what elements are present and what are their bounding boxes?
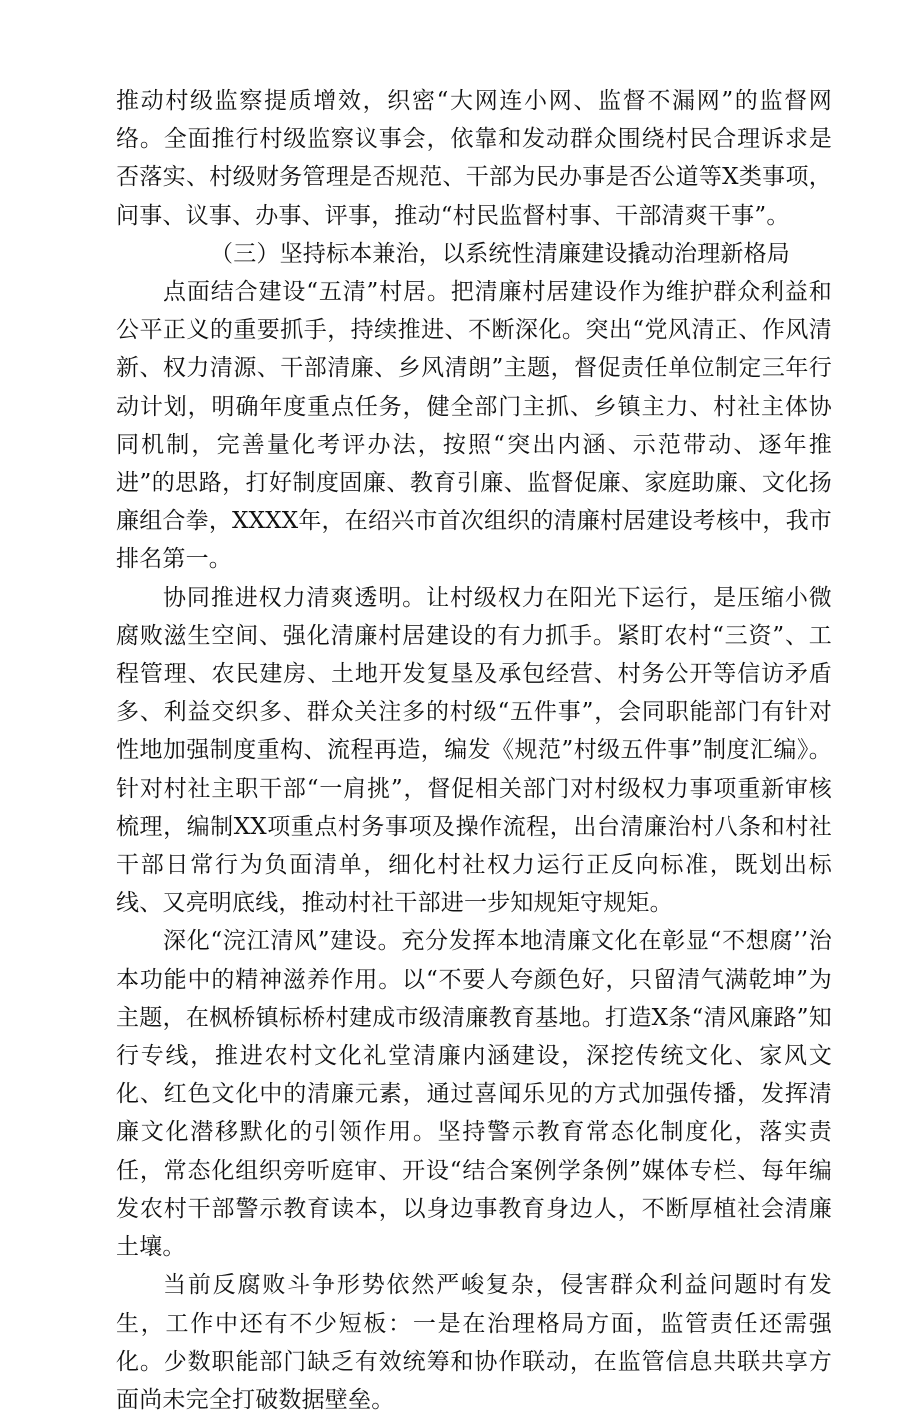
paragraph-power-transparency: 协同推进权力清爽透明。让村级权力在阳光下运行，是压缩小微腐败滋生空间、强化清廉村居建设的有力抓手。紧盯农村“三资”、工程管理、农民建房、土地开发复垦及承包经营、村务公开等信访矛盾多、利益交织多、群众关注多的村级“五件事”，会同职能部门有针对性地加强制度重构、流程再造，编发《规范”村级五件事”制度汇编》。针对村社主职干部“一肩挑”，督促相关部门对村级权力事项重新审核梳理，编制XX项重点村务事项及操作流程，出台清廉治村八条和村社干部日常行为负面清单，细化村社权力运行正反向标准，既划出标线、又亮明底线，推动村社干部进一步知规矩守规矩。 <box>116 584 832 917</box>
paragraph-current-challenges: 当前反腐败斗争形势依然严峻复杂，侵害群众利益问题时有发生，工作中还有不少短板：一是在治理格局方面，监管责任还需强化。少数职能部门缺乏有效统筹和协作联动，在监管信息共联共享方面尚未完全打破数据壁垒。 <box>116 1272 832 1413</box>
paragraph-huanjiang-clean-wind: 深化“浣江清风”建设。充分发挥本地清廉文化在彰显“不想腐’’治本功能中的精神滋养作用。以“不要人夸颜色好，只留清气满乾坤”为主题，在枫桥镇标桥村建成市级清廉教育基地。打造X条“清风廉路”知行专线，推进农村文化礼堂清廉内涵建设，深挖传统文化、家风文化、红色文化中的清廉元素，通过喜闻乐见的方式加强传播，发挥清廉文化潜移默化的引领作用。坚持警示教育常态化制度化，落实责任，常态化组织旁听庭审、开设“结合案例学条例”媒体专栏、每年编发农村干部警示教育读本，以身边事教育身边人，不断厚植社会清廉土壤。 <box>116 928 832 1261</box>
section-heading-three: （三）坚持标本兼治，以系统性清廉建设撬动治理新格局 <box>210 240 790 267</box>
document-page <box>116 82 832 1419</box>
paragraph-five-clean-villages: 点面结合建设“五清”村居。把清廉村居建设作为维护群众利益和公平正义的重要抓手，持续推进、不断深化。突出“党风清正、作风清新、权力清源、干部清廉、乡风清朗”主题，督促责任单位制定三年行动计划，明确年度重点任务，健全部门主抓、乡镇主力、村社主体协同机制，完善量化考评办法，按照“突出内涵、示范带动、逐年推进”的思路，打好制度固廉、教育引廉、监督促廉、家庭助廉、文化扬廉组合拳，XXXX年，在绍兴市首次组织的清廉村居建设考核中，我市排名第一。 <box>116 279 832 573</box>
paragraph-village-supervision: 推动村级监察提质增效，织密“大网连小网、监督不漏网”的监督网络。全面推行村级监察议事会，依靠和发动群众围绕村民合理诉求是否落实、村级财务管理是否规范、干部为民办事是否公道等X类事项，问事、议事、办事、评事，推动“村民监督村事、干部清爽干事”。 <box>116 88 832 229</box>
